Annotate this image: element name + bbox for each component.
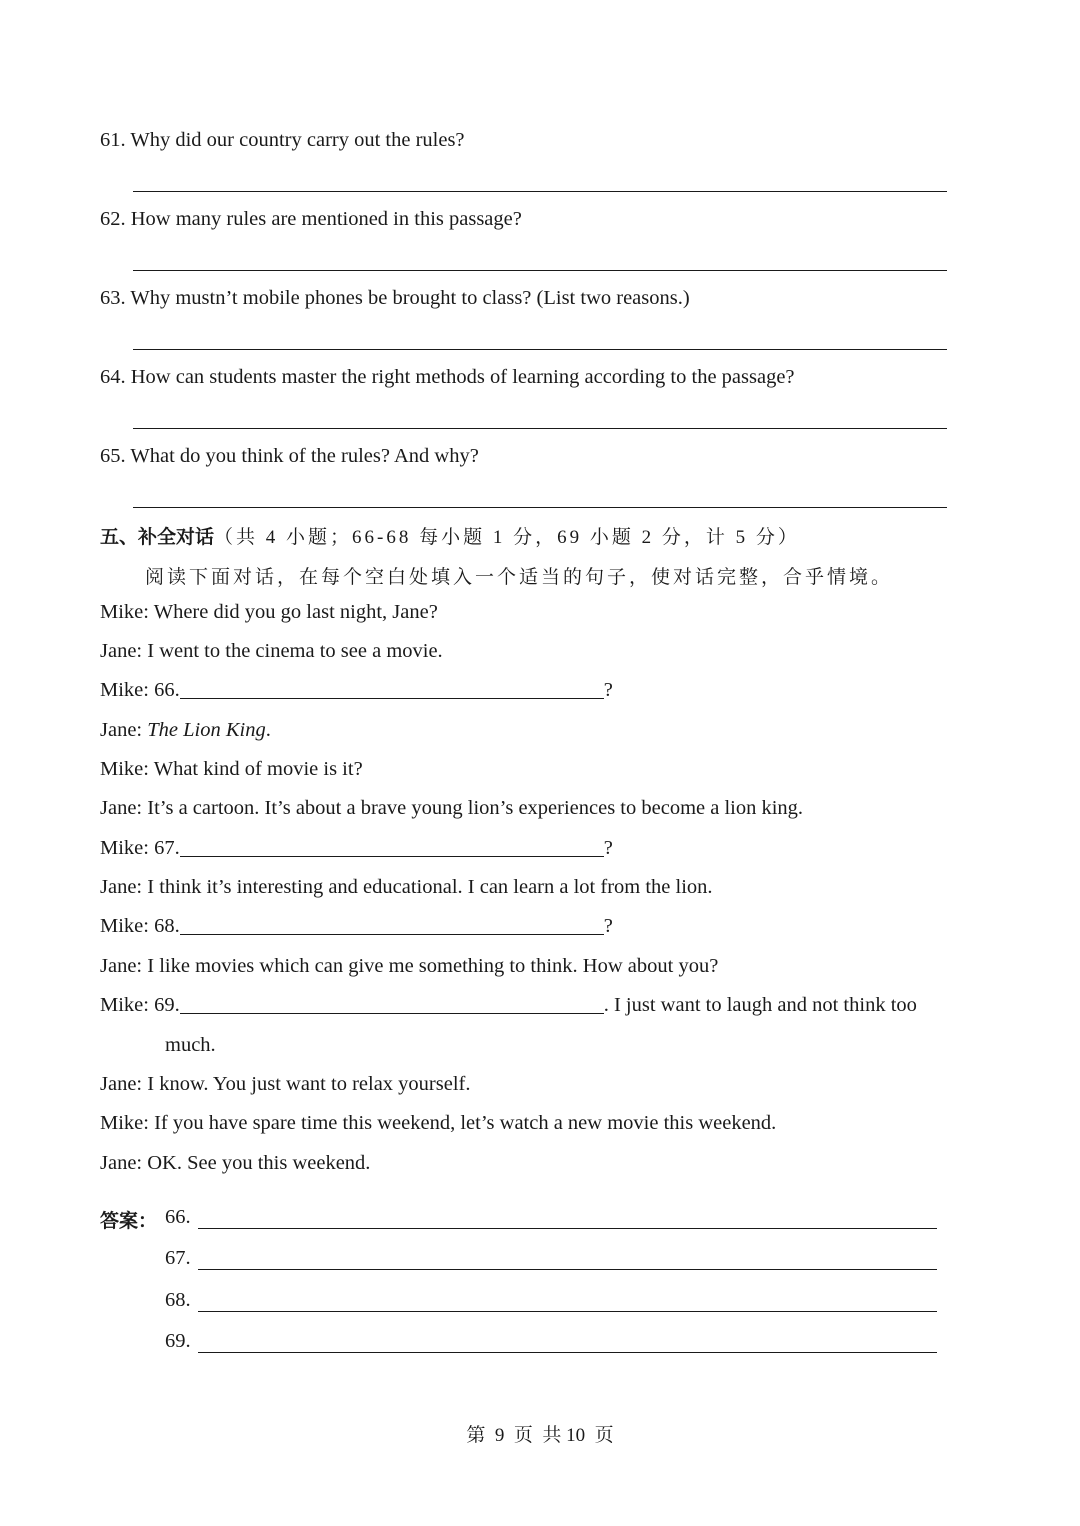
answer-line-69[interactable] [198, 1352, 937, 1353]
question-65: 65. What do you think of the rules? And why? [100, 445, 479, 467]
period: . [265, 719, 271, 741]
blank-67[interactable] [180, 855, 604, 857]
section-instruction: 阅读下面对话，在每个空白处填入一个适当的句子，使对话完整，合乎情境。 [145, 567, 894, 588]
question-64: 64. How can students master the right methods of learning according to the passage? [100, 366, 795, 388]
blank-69-suffix: . I just want to laugh and not think too [603, 994, 917, 1016]
answer-number-66: 66. [165, 1206, 191, 1228]
speaker-jane: Jane: [100, 719, 148, 741]
dialogue-line-1: Mike: Where did you go last night, Jane? [100, 601, 438, 623]
dialogue-line-11-cont: much. [165, 1034, 216, 1056]
blank-66-prefix: Mike: 66. [100, 679, 180, 701]
answer-line-65[interactable] [133, 507, 947, 508]
answer-line-66[interactable] [198, 1228, 937, 1229]
answer-line-63[interactable] [133, 349, 947, 350]
dialogue-line-11 [100, 994, 917, 1017]
answer-line-62[interactable] [133, 270, 947, 271]
dialogue-line-3 [100, 679, 613, 702]
answer-number-67: 67. [165, 1247, 191, 1269]
answer-line-64[interactable] [133, 428, 947, 429]
dialogue-line-7 [100, 837, 613, 860]
section-title: 五、补全对话 [100, 526, 215, 548]
dialogue-line-12: Jane: I know. You just want to relax yourself. [100, 1073, 471, 1095]
blank-66[interactable] [180, 697, 604, 699]
section-heading [100, 522, 800, 549]
question-62: 62. How many rules are mentioned in this passage? [100, 208, 522, 230]
blank-68-suffix: ? [603, 915, 613, 937]
section-score-note: （共 4 小题；66-68 每小题 1 分，69 小题 2 分，计 5 分） [214, 527, 800, 548]
answer-line-68[interactable] [198, 1311, 937, 1312]
answer-line-67[interactable] [198, 1269, 937, 1270]
blank-66-suffix: ? [603, 679, 613, 701]
blank-69[interactable] [180, 1012, 604, 1014]
blank-69-prefix: Mike: 69. [100, 994, 180, 1016]
dialogue-line-10: Jane: I like movies which can give me something to think. How about you? [100, 955, 719, 977]
blank-68[interactable] [180, 933, 604, 935]
dialogue-line-2: Jane: I went to the cinema to see a movie. [100, 640, 443, 662]
answer-number-68: 68. [165, 1289, 191, 1311]
page-footer: 第 9 页 共 10 页 [466, 1425, 614, 1446]
blank-67-suffix: ? [603, 837, 613, 859]
answers-label: 答案： [100, 1210, 158, 1232]
blank-67-prefix: Mike: 67. [100, 837, 180, 859]
dialogue-line-9 [100, 915, 613, 938]
dialogue-line-5: Mike: What kind of movie is it? [100, 758, 363, 780]
question-63: 63. Why mustn’t mobile phones be brought to class? (List two reasons.) [100, 287, 690, 309]
answer-line-61[interactable] [133, 191, 947, 192]
dialogue-line-13: Mike: If you have spare time this weekend, let’s watch a new movie this weekend. [100, 1112, 777, 1134]
dialogue-line-6: Jane: It’s a cartoon. It’s about a brave young lion’s experiences to become a lion king. [100, 797, 804, 819]
question-61: 61. Why did our country carry out the rules? [100, 129, 465, 151]
dialogue-line-14: Jane: OK. See you this weekend. [100, 1152, 371, 1174]
blank-68-prefix: Mike: 68. [100, 915, 180, 937]
dialogue-line-8: Jane: I think it’s interesting and educational. I can learn a lot from the lion. [100, 876, 713, 898]
answer-number-69: 69. [165, 1330, 191, 1352]
movie-title: The Lion King [147, 719, 266, 741]
dialogue-line-4 [100, 719, 271, 742]
